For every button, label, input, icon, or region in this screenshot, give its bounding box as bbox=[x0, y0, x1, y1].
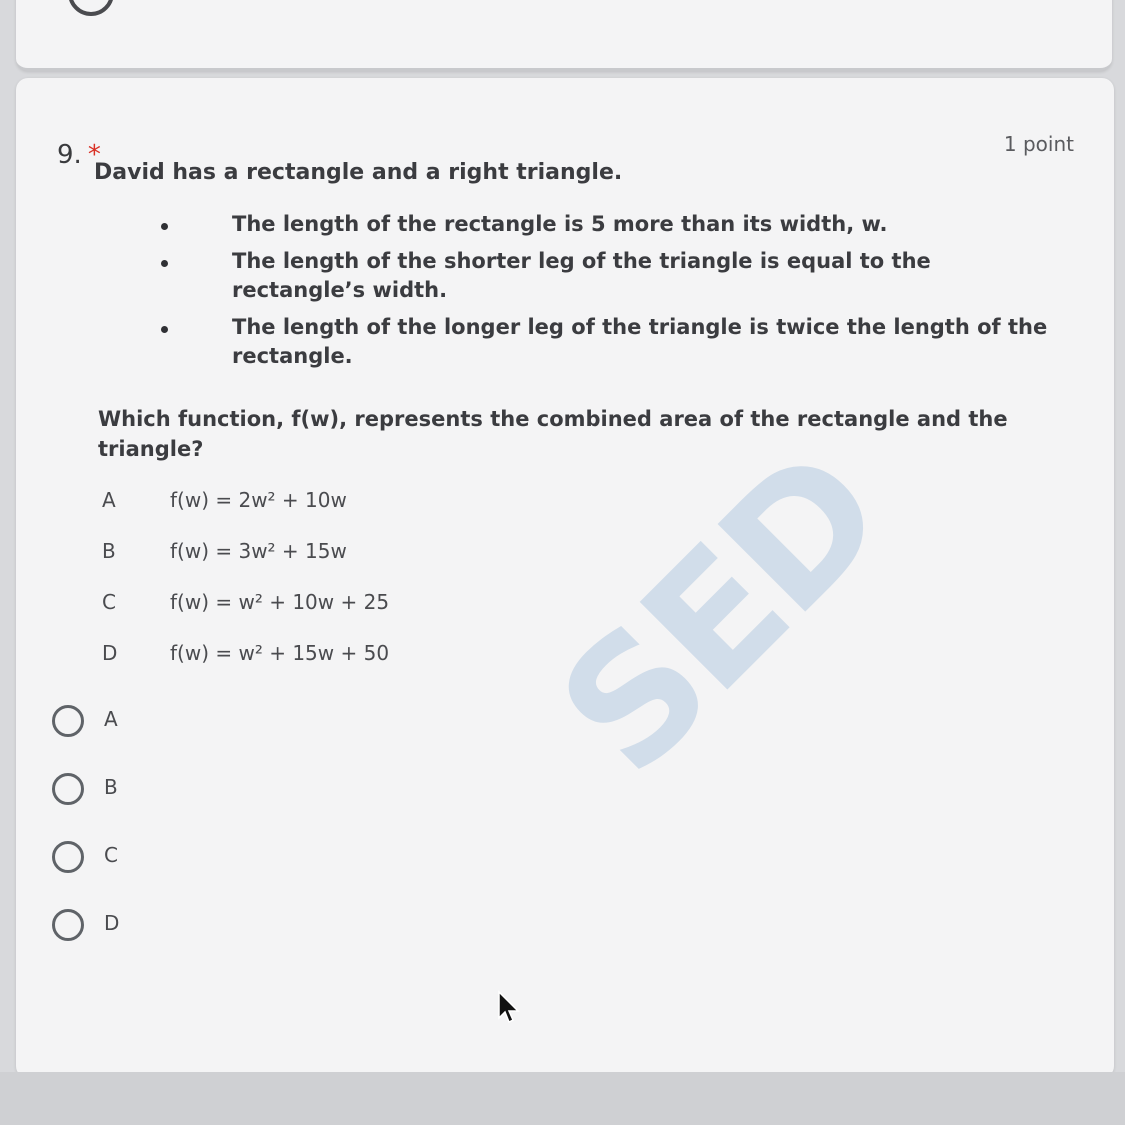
radio-button[interactable] bbox=[52, 909, 84, 941]
radio-button[interactable] bbox=[52, 841, 84, 873]
previous-radio-button[interactable] bbox=[68, 0, 114, 16]
question-intro: David has a rectangle and a right triangle. bbox=[94, 160, 623, 185]
choice-letter: C bbox=[102, 590, 116, 614]
condition-list bbox=[150, 210, 1060, 379]
required-asterisk: * bbox=[87, 140, 101, 170]
watermark-stamp: SED bbox=[522, 416, 919, 812]
choice-formula: f(w) = w² + 10w + 25 bbox=[170, 590, 390, 614]
choice-formula: f(w) = 3w² + 15w bbox=[170, 539, 347, 563]
choice-letter: D bbox=[102, 641, 118, 665]
option-label[interactable]: C bbox=[104, 843, 118, 867]
condition-item: The length of the longer leg of the triangle is twice the length of the rectangle. bbox=[150, 313, 1060, 371]
question-number: 9. * bbox=[57, 140, 101, 170]
option-label[interactable]: D bbox=[104, 911, 120, 935]
page-bottom bbox=[0, 1072, 1125, 1125]
mouse-pointer-icon bbox=[497, 990, 523, 1024]
choice-letter: A bbox=[102, 488, 116, 512]
choice-formula: f(w) = 2w² + 10w bbox=[170, 488, 347, 512]
condition-item: The length of the shorter leg of the triangle is equal to the rectangle’s width. bbox=[150, 247, 1060, 305]
choice-letter: B bbox=[102, 539, 116, 563]
choice-formula: f(w) = w² + 15w + 50 bbox=[170, 641, 390, 665]
option-label[interactable]: A bbox=[104, 707, 118, 731]
option-label[interactable]: B bbox=[104, 775, 118, 799]
question-prompt: Which function, f(w), represents the combined area of the rectangle and the triangle? bbox=[98, 407, 1008, 461]
radio-button[interactable] bbox=[52, 705, 84, 737]
points-label: 1 point bbox=[1003, 132, 1074, 156]
condition-item: The length of the rectangle is 5 more than its width, w. bbox=[150, 210, 1060, 239]
radio-button[interactable] bbox=[52, 773, 84, 805]
previous-question-card bbox=[16, 0, 1112, 71]
